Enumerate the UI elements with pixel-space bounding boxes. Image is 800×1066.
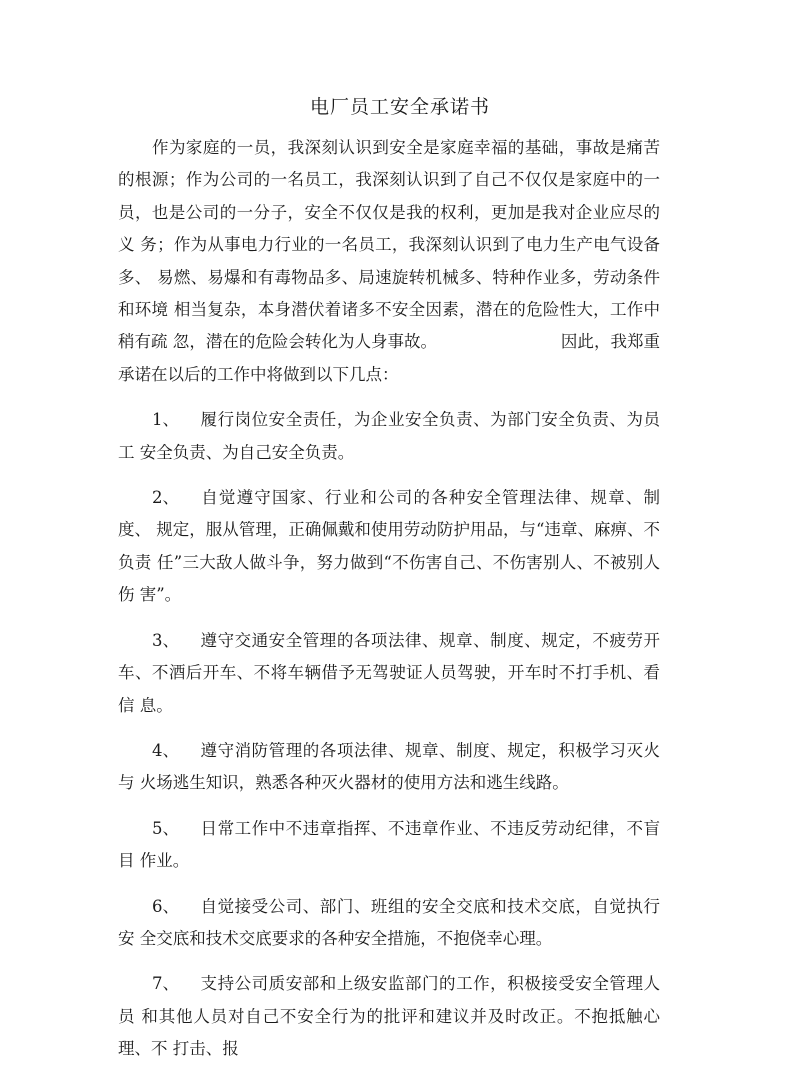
list-item-text: 履行岗位安全责任，为企业安全负责、为部门安全负责、为员工 安全负责、为自己安全负责。 [118,410,660,462]
list-item-text: 自觉遵守国家、行业和公司的各种安全管理法律、规章、制度、 规定，服从管理，正确佩戴和使用劳动防护用品，与“违章、麻痹、不负责 任”三大敌人做斗争，努力做到“不伤害自己、不伤害别人、不被别人伤 害”。 [118,488,660,605]
document-body [118,132,660,1066]
list-item-text: 遵守消防管理的各项法律、规章、制度、规定，积极学习灭火与 火场逃生知识，熟悉各种灭火器材的使用方法和逃生线路。 [118,740,660,793]
list-item-number: 5、 [152,818,179,838]
list-item-text: 自觉接受公司、部门、班组的安全交底和技术交底，自觉执行安 全交底和技术交底要求的各种安全措施，不抱侥幸心理。 [118,896,660,948]
list-item-number: 6、 [152,896,179,916]
intro-paragraph: 作为家庭的一员，我深刻认识到安全是家庭幸福的基础，事故是痛苦 的根源；作为公司的一名员工，我深刻认识到了自己不仅仅是家庭中的一 员，也是公司的一分子，安全不仅仅是我的权利，更加是我对企业应尽的义 务；作为从事电力行业的一名员工，我深刻认识到了电力生产电气设备多、 易燃、易爆和有毒物品多、局速旋转机械多、特种作业多，劳动条件和环境 相当复杂，本身潜伏着诸多不安全因素，潜在的危险性大，工作中稍有疏 忽，潜在的危险会转化为人身事故。 因此，我郑重承诺在以后的工作中将做到以下几点： [118,138,660,384]
list-item [118,482,660,612]
list-item-text: 遵守交通安全管理的各项法律、规章、制度、规定，不疲劳开 车、不酒后开车、不将车辆借予无驾驶证人员驾驶，开车时不打手机、看信 息。 [118,630,660,715]
list-item-number: 4、 [152,740,179,760]
list-item-number: 7、 [152,974,179,994]
list-item [118,813,660,878]
document-title: 电厂员工安全承诺书 [309,96,490,118]
list-item [118,891,660,956]
list-item-number: 3、 [152,630,179,650]
list-item [118,968,660,1065]
list-item [118,404,660,469]
list-item [118,735,660,800]
list-item [118,625,660,722]
list-item-text: 支持公司质安部和上级安监部门的工作，积极接受安全管理人员 和其他人员对自己不安全行为的批评和建议并及时改正。不抱抵触心理、不 打击、报 [118,974,660,1059]
list-item-number: 1、 [152,410,179,430]
list-item-text: 日常工作中不违章指挥、不违章作业、不违反劳动纪律，不盲目 作业。 [118,818,660,871]
list-item-number: 2、 [152,488,179,508]
